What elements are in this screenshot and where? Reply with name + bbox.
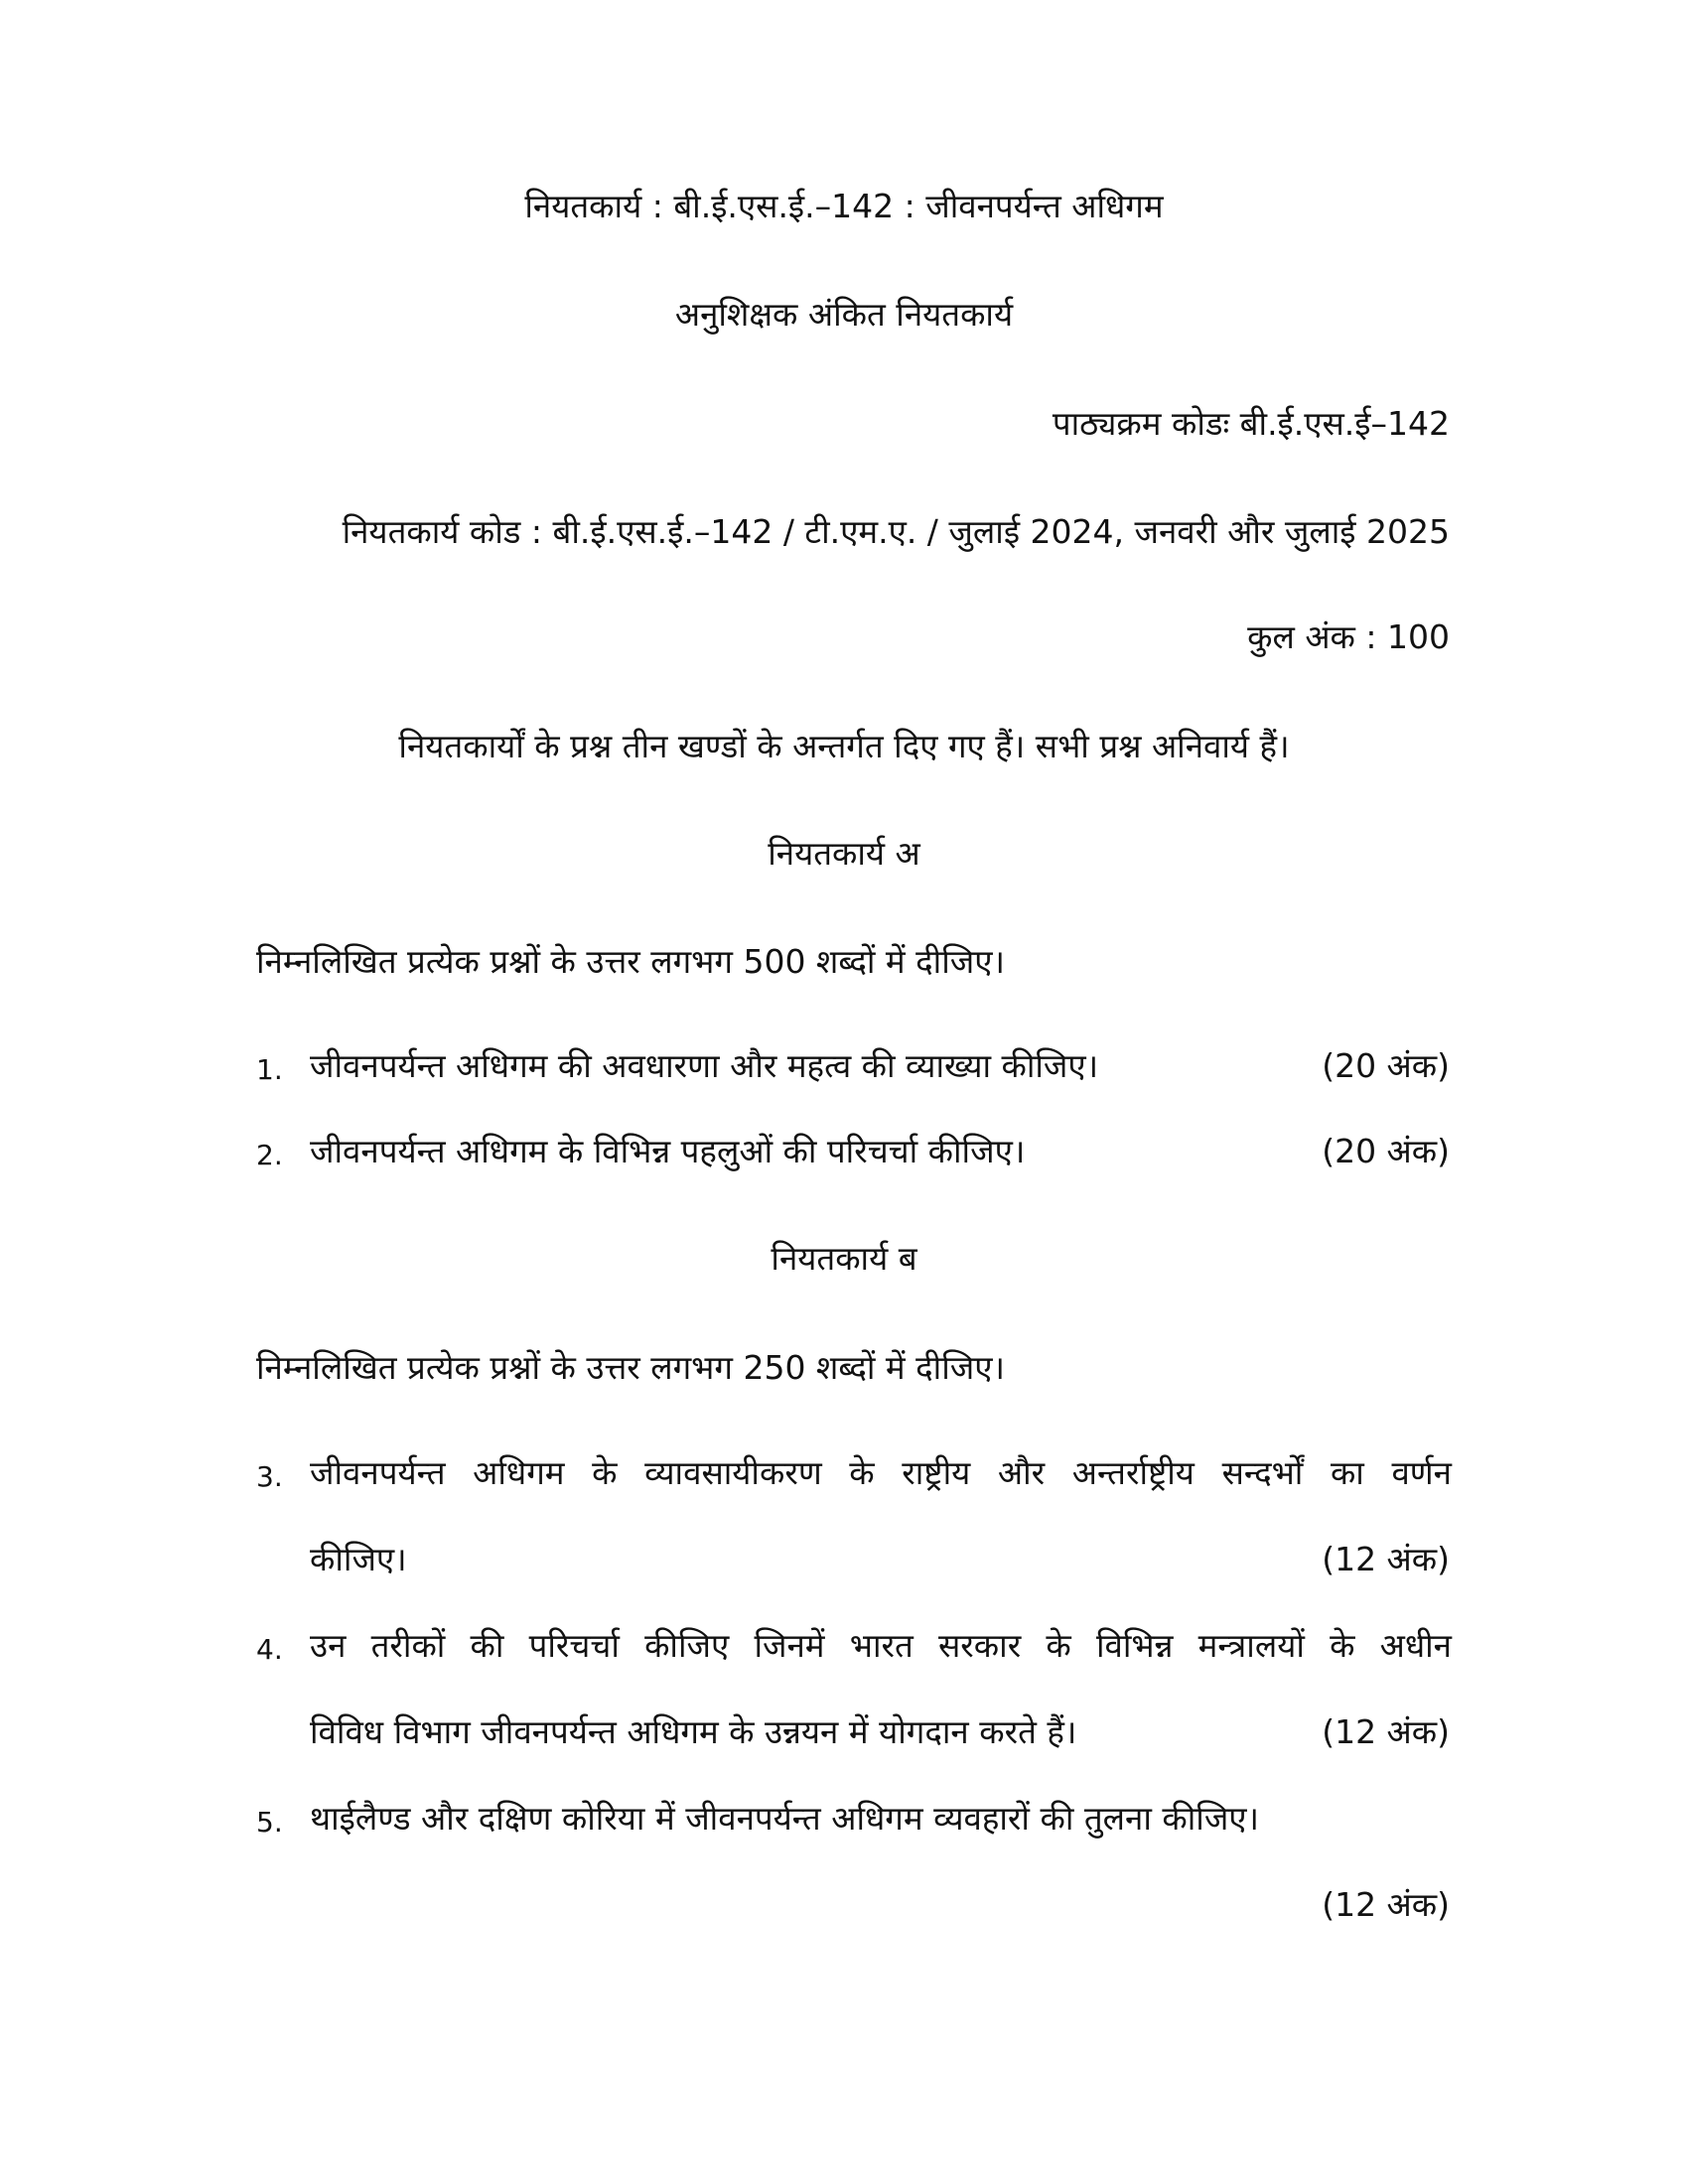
section-a-heading: नियतकार्य अ — [768, 834, 920, 873]
question-text: जीवनपर्यन्त अधिगम के व्यावसायीकरण के राष्ट्रीय और अन्तर्राष्ट्रीय सन्दर्भों का वर्णन — [310, 1453, 1452, 1492]
total-marks: कुल अंक : 100 — [1247, 617, 1450, 656]
section-a-instruction: निम्नलिखित प्रत्येक प्रश्नों के उत्तर लगभग 500 शब्दों में दीजिए। — [256, 942, 1006, 981]
question-text: थाईलैण्ड और दक्षिण कोरिया में जीवनपर्यन्त अधिगम व्यवहारों की तुलना कीजिए। — [310, 1799, 1260, 1838]
question-marks: (12 अंक) — [1322, 1885, 1450, 1924]
assignment-code: नियतकार्य कोड : बी.ई.एस.ई.–142 / टी.एम.ए. / जुलाई 2024, जनवरी और जुलाई 2025 — [342, 512, 1450, 551]
question-number: 3. — [256, 1460, 283, 1493]
question-marks: (20 अंक) — [1322, 1132, 1450, 1170]
question-number: 4. — [256, 1633, 283, 1666]
course-code: पाठ्यक्रम कोडः बी.ई.एस.ई–142 — [1052, 404, 1450, 443]
section-b-heading: नियतकार्य ब — [771, 1239, 917, 1278]
question-text: जीवनपर्यन्त अधिगम के विभिन्न पहलुओं की परिचर्चा कीजिए। — [310, 1132, 1026, 1170]
question-text: जीवनपर्यन्त अधिगम की अवधारणा और महत्व की व्याख्या कीजिए। — [310, 1046, 1099, 1085]
question-marks: (20 अंक) — [1322, 1046, 1450, 1085]
question-text: उन तरीकों की परिचर्चा कीजिए जिनमें भारत सरकार के विभिन्न मन्त्रालयों के अधीन — [310, 1626, 1452, 1665]
question-number: 1. — [256, 1053, 283, 1086]
question-text-continued: कीजिए। — [310, 1540, 407, 1578]
question-number: 2. — [256, 1139, 283, 1171]
section-b-instruction: निम्नलिखित प्रत्येक प्रश्नों के उत्तर लगभग 250 शब्दों में दीजिए। — [256, 1348, 1006, 1387]
general-instruction: नियतकार्यों के प्रश्न तीन खण्डों के अन्तर्गत दिए गए हैं। सभी प्रश्न अनिवार्य हैं। — [398, 727, 1290, 765]
question-marks: (12 अंक) — [1322, 1712, 1450, 1751]
document-subtitle: अनुशिक्षक अंकित नियतकार्य — [674, 295, 1014, 334]
question-marks: (12 अंक) — [1322, 1540, 1450, 1578]
document-title: नियतकार्य : बी.ई.एस.ई.–142 : जीवनपर्यन्त अधिगम — [524, 187, 1164, 225]
question-text-continued: विविध विभाग जीवनपर्यन्त अधिगम के उन्नयन में योगदान करते हैं। — [310, 1712, 1077, 1751]
question-number: 5. — [256, 1806, 283, 1839]
